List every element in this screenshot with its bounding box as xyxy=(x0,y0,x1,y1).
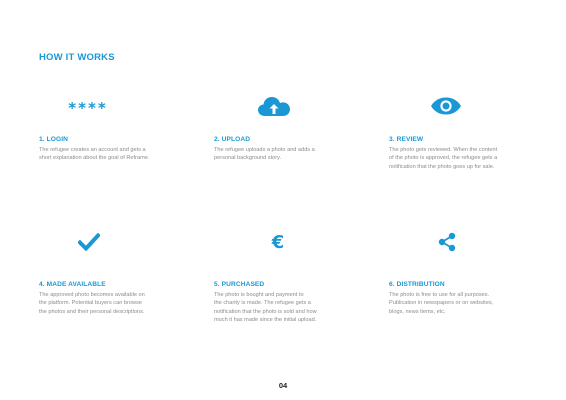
step-heading: 4. MADE AVAILABLE xyxy=(39,281,106,288)
step-description xyxy=(389,291,493,316)
step-heading: 1. LOGIN xyxy=(39,136,69,143)
description-line: the charity is made. The refugee gets a xyxy=(214,300,311,307)
euro-glyph: € xyxy=(271,231,285,253)
description-line: The photo gets reviewed. When the content xyxy=(389,147,498,153)
step-heading: 3. REVIEW xyxy=(389,136,424,143)
euro-icon xyxy=(258,230,298,254)
share-icon xyxy=(427,230,467,254)
eye-svg xyxy=(430,97,462,115)
share-svg xyxy=(438,232,456,252)
page-number: 04 xyxy=(278,381,288,390)
step-heading: 2. UPLOAD xyxy=(214,136,251,143)
step-description xyxy=(39,291,145,316)
step-description xyxy=(39,146,149,163)
step-heading: 6. DISTRIBUTION xyxy=(389,281,445,288)
asterisks-glyph: **** xyxy=(68,99,108,117)
cloud-upload-icon xyxy=(256,92,292,120)
description-line: the photos and their personal descriptions. xyxy=(39,308,145,315)
checkmark-svg xyxy=(78,233,100,251)
description-line: notification that the photo goes up for sale. xyxy=(389,163,495,170)
description-line: of the photo is approved, the refugee gets a xyxy=(389,155,498,162)
step-heading: 5. PURCHASED xyxy=(214,281,265,288)
password-asterisks-icon xyxy=(68,96,108,120)
step-description xyxy=(214,291,317,325)
description-line: The refugee uploads a photo and adds a xyxy=(214,147,315,153)
description-line: The approved photo becomes available on xyxy=(39,292,145,298)
cloud-upload-svg xyxy=(257,95,291,117)
description-line: the platform. Potential buyers can browse xyxy=(39,300,142,307)
description-line: much it has made since the initial upload. xyxy=(214,317,317,324)
description-line: personal background story. xyxy=(214,155,282,162)
step-description xyxy=(389,146,497,171)
description-line: notification that the photo is sold and how xyxy=(214,308,317,315)
description-line: blogs, news items, etc. xyxy=(389,308,446,315)
page-title: HOW IT WORKS xyxy=(39,52,115,63)
description-line: The photo is bought and payment to xyxy=(214,292,304,298)
checkmark-icon xyxy=(69,230,109,254)
description-line: The photo is free to use for all purposes. xyxy=(389,292,490,298)
description-line: The refugee creates an account and gets a xyxy=(39,147,146,153)
step-description xyxy=(214,146,315,163)
eye-icon xyxy=(429,94,463,118)
description-line: short explanation about the goal of Reframe. xyxy=(39,155,150,162)
description-line: Publication in newspapers or on websites, xyxy=(389,300,494,307)
